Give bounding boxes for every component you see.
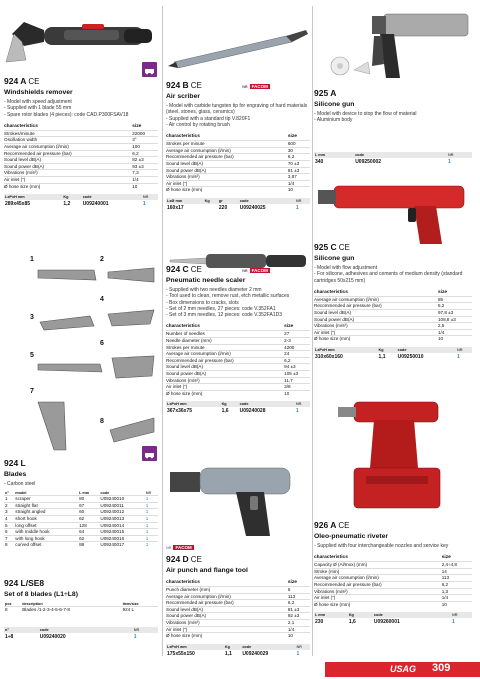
- spec-row: Ø hose size (mm) 10: [166, 390, 310, 396]
- product-title: Air punch and flange tool: [166, 567, 248, 574]
- spec-row: Air inlet (") 1/4: [4, 177, 158, 184]
- feature-list: [4, 481, 158, 487]
- spec-row: Air inlet (") 1/4: [314, 329, 472, 336]
- spec-row: Needle diameter (mm) 2-3: [166, 338, 310, 345]
- spec-row: Sound level dB(A) 82 ±3: [4, 157, 158, 164]
- product-code: 924 L/SE8: [4, 578, 45, 588]
- product-code: 924 B CE NR FACOM: [166, 80, 268, 90]
- feature-item: - Supplied with two needles diameter 2 mm: [166, 287, 262, 293]
- blade-label: 8: [100, 418, 104, 425]
- blades-table: n° model L mm code NR 1 scraper 80 U09240010 1 2 straight flat 67 U09240011 1 3 straight angled 60 U09240012 1 4 short hook 62 U09240013 1 5 long offset 128 U09240014 1 6 with middle hook 64 U09240015 1 7 with long hook 62 U09240016 1 8 curved offset 88 U09240017 1: [4, 491, 158, 548]
- spec-row: Ø hose size (mm) 10: [166, 633, 310, 639]
- spec-row: Recommended air pressure (bar) 6,2: [166, 154, 310, 161]
- blade-label: 6: [100, 340, 104, 347]
- product-code: 925 C CE: [314, 242, 350, 252]
- order-row: 367x36x75 1,6 U09240028 1: [167, 408, 299, 415]
- spec-row: Sound power dB(A) 93 ±3: [4, 163, 158, 170]
- spec-row: Average air consumption (l/min) 100: [4, 144, 158, 151]
- product-title: Oleo-pneumatic riveter: [314, 533, 389, 540]
- product-924l: [4, 458, 158, 548]
- feature-item: - Supplied with four interchangeable nozzles and service key: [314, 543, 449, 549]
- order-row: 175x55x150 1,1 U09240029 1: [167, 650, 300, 657]
- blade-label: 3: [30, 314, 34, 321]
- spec-row: Air inlet (") 1/4: [166, 180, 310, 187]
- spec-row: Average air consumption (l/min) 85: [314, 296, 472, 303]
- spec-row: Recommended air pressure (bar) 6,2: [166, 357, 310, 364]
- order-table: n° code NR 1÷8 U09240020 1: [4, 627, 158, 641]
- spec-row: Sound power dB(A) 105 ±3: [166, 371, 310, 378]
- feature-item: - For silicone, adhesives and cements of medium density (standard cartridges 50x215 mm): [314, 271, 463, 284]
- spec-row: Air inlet (") 3/8: [166, 384, 310, 391]
- spec-table: characteristics size Strokes/minute 22000 Oscillation width 3° Average air consumption (l/min) 100 Recommended air pressure (bar) 6,2 Sound level dB(A) 82 ±3 Sound power dB(A) 93 ±3 Vibrations (m/s²) 7,3 Air inlet (") 1/4 Ø hose size (mm) 10: [4, 124, 158, 189]
- spec-row: Strokes per minute 600: [166, 141, 310, 148]
- windshields-remover-image: [4, 2, 158, 72]
- spec-table: characteristics size Capacity Ø (Al/Inox) (mm) 2,4÷4,8 Stroke (mm) 14 Average air consumption (l/min) 113 Recommended air pressure (bar) 6,2 Vibrations (m/s²) 1,3 Air inlet (") 1/4 Ø hose size (mm) 10: [314, 555, 472, 607]
- product-924a: [4, 76, 158, 208]
- brand-row: NR FACOM: [166, 545, 192, 550]
- feature-list: [314, 265, 472, 284]
- order-table: L mm code NR 340 U09250002 1: [314, 152, 472, 166]
- product-924d: [166, 536, 310, 658]
- table-row: 8 curved offset 88 U09240017 1: [4, 542, 158, 548]
- spec-table: characteristics size Average air consumption (l/min) 85 Recommended air pressure (bar) 6,2 Sound level dB(A) 97,8 ±3 Sound power dB(A) 108,8 ±3 Vibrations (m/s²) 2,5 Air inlet (") 1/4 Ø hose size (mm) 10: [314, 290, 472, 342]
- product-924b: [166, 80, 310, 212]
- order-row: 230 1,6 U09260001 1: [315, 619, 455, 626]
- blade-label: 4: [100, 296, 104, 303]
- feature-item: - Model with speed adjustment: [4, 99, 72, 105]
- page-footer: [0, 660, 480, 679]
- feature-list: [314, 543, 472, 549]
- blade-shapes-image: [4, 252, 158, 452]
- product-title: Windshields remover: [4, 89, 73, 96]
- spec-row: Capacity Ø (Al/Inox) (mm) 2,4÷4,8: [314, 562, 472, 569]
- order-row: 340 U09250002 1: [315, 158, 451, 165]
- feature-list: [166, 287, 310, 318]
- spec-row: Sound power dB(A) 92 ±3: [166, 613, 310, 620]
- spec-row: Recommended air pressure (bar) 6,2: [4, 150, 158, 157]
- order-table: LxPxH mm Kg code NR 367x36x75 1,6 U09240028 1: [166, 401, 310, 415]
- product-924c: [166, 264, 310, 415]
- spec-table: characteristics size Number of needles 27 Needle diameter (mm) 2-3 Strokes per minute 4200 Average air consumption (l/min) 24 Recommended air pressure (bar) 6,2 Sound level dB(A) 94 ±3 Sound power dB(A) 105 ±3 Vibrations (m/s²) 11,7 Air inlet (") 3/8 Ø hose size (mm) 10: [166, 324, 310, 396]
- table-row: 2 straight flat 67 U09240011 1: [4, 502, 158, 509]
- blade-label: 5: [30, 352, 34, 359]
- spec-row: Sound level dB(A) 81 ±3: [166, 606, 310, 613]
- table-row: 6 with middle hook 64 U09240015 1: [4, 529, 158, 536]
- feature-item: - Model with device to stop the flow of material: [314, 111, 417, 117]
- blade-label: 1: [30, 256, 34, 263]
- column-divider: [162, 6, 163, 656]
- spec-row: Punch diameter (mm) 6: [166, 587, 310, 594]
- spec-row: Stroke (mm) 14: [314, 568, 472, 575]
- spec-row: Vibrations (m/s²) 1,3: [314, 588, 472, 595]
- feature-list: [166, 103, 310, 128]
- spec-row: Ø hose size (mm) 10: [314, 601, 472, 607]
- feature-item: - Supplied with 1 blade 55 mm: [4, 105, 72, 112]
- product-title: Air scriber: [166, 93, 201, 100]
- order-row: 160x17 220 U09240025 1: [167, 204, 299, 211]
- feature-item: - Tool used to clean, remove rust, etch metallic surfaces: [166, 293, 290, 300]
- spec-row: Ø hose size (mm) 10: [166, 187, 310, 193]
- spec-row: Recommended air pressure (bar) 6,2: [314, 303, 472, 310]
- product-926a: [314, 520, 472, 626]
- feature-item: - Box dimensions to cracks, slots: [166, 299, 239, 306]
- feature-item: - Spare rotor blades (4 pieces): code CAD.P300FSAV18: [4, 111, 129, 118]
- spec-row: Number of needles 27: [166, 331, 310, 338]
- column-divider: [312, 6, 313, 656]
- spec-row: Average air consumption (l/min) 24: [166, 351, 310, 358]
- product-code: 924 D CE: [166, 554, 202, 564]
- spec-row: Oscillation width 3°: [4, 137, 158, 144]
- product-title: Set of 8 blades (L1÷L8): [4, 591, 78, 598]
- spec-row: Vibrations (m/s²) 2,5: [314, 323, 472, 330]
- product-title: Pneumatic needle scaler: [166, 277, 246, 284]
- table-row: 4 short hook 62 U09240013 1: [4, 516, 158, 523]
- product-code: 924 C CE NR FACOM: [166, 264, 268, 274]
- air-scriber-image: [166, 22, 310, 82]
- product-code: 925 A: [314, 88, 337, 98]
- feature-item: - Air control by rotating brush: [166, 121, 230, 128]
- product-title: Silicone gun: [314, 101, 355, 108]
- spec-row: Recommended air pressure (bar) 6,2: [314, 582, 472, 589]
- facom-logo: FACOM: [251, 84, 268, 89]
- usag-logo: USAG: [390, 664, 417, 674]
- column-middle: [166, 0, 310, 660]
- table-row: 8 Blades /1-2-3-4-5-6-7-8 924 L: [4, 607, 158, 613]
- table-row: 1 scraper 80 U09240010 1: [4, 496, 158, 503]
- spec-table: characteristics size Strokes per minute 600 Average air consumption (l/min) 30 Recommended air pressure (bar) 6,2 Sound level dB(A) 70 ±3 Sound power dB(A) 81 ±3 Vibrations (m/s²) 3,87 Air inlet (") 1/4 Ø hose size (mm) 10: [166, 134, 310, 193]
- order-table: LxPxH mm Kg code NR 310x60x160 1,1 U09250010 1: [314, 347, 472, 361]
- pneumatic-silicone-gun-image: [314, 178, 472, 248]
- car-category-icon: [142, 62, 157, 77]
- column-left: [4, 0, 158, 660]
- product-code: 924 A CE: [4, 76, 40, 86]
- silicone-gun-image: [314, 4, 472, 84]
- spec-row: Sound power dB(A) 81 ±3: [166, 167, 310, 174]
- product-925a: [314, 88, 472, 166]
- product-925c: [314, 242, 472, 361]
- spec-row: Sound level dB(A) 70 ±3: [166, 160, 310, 167]
- spec-row: Vibrations (m/s²) 11,7: [166, 377, 310, 384]
- spec-row: Sound power dB(A) 108,8 ±3: [314, 316, 472, 323]
- spec-row: Average air consumption (l/min) 30: [166, 147, 310, 154]
- feature-item: - Model with flow adjustment: [314, 265, 378, 271]
- spec-row: Ø hose size (mm) 10: [314, 336, 472, 342]
- spec-row: Average air consumption (l/min) 113: [314, 575, 472, 582]
- product-title: Blades: [4, 471, 27, 478]
- spec-row: Sound level dB(A) 97,8 ±3: [314, 310, 472, 317]
- feature-item: - Set of 2 mm needles, 27 pieces: code V.352FA1: [166, 305, 276, 312]
- air-punch-tool-image: [166, 458, 310, 538]
- page-number: 309: [432, 662, 451, 674]
- order-table: L mm Kg code NR 230 1,6 U09260001 1: [314, 612, 472, 626]
- order-table: LxPxH mm Kg code NR 289x45x85 1,2 U09240001 1: [4, 194, 158, 208]
- spec-row: Vibrations (m/s²) 7,3: [4, 170, 158, 177]
- spec-row: Air inlet (") 1/4: [166, 626, 310, 633]
- order-row: 289x45x85 1,2 U09240001 1: [5, 201, 146, 208]
- table-row: 3 straight angled 60 U09240012 1: [4, 509, 158, 516]
- table-row: 7 with long hook 62 U09240016 1: [4, 535, 158, 542]
- facom-logo: FACOM: [175, 545, 192, 550]
- feature-item: - Carbon steel: [4, 481, 36, 487]
- spec-table: characteristics size Punch diameter (mm) 6 Average air consumption (l/min) 113 Recommended air pressure (bar) 6,2 Sound level dB(A) 81 ±3 Sound power dB(A) 92 ±3 Vibrations (m/s²) 2,1 Air inlet (") 1/4 Ø hose size (mm) 10: [166, 580, 310, 639]
- product-924l-se8: [4, 578, 158, 641]
- riveter-image: [314, 396, 472, 516]
- column-right: [314, 0, 472, 660]
- order-table: LxØ mm Kg gr code NR 160x17 220 U09240025 1: [166, 198, 310, 212]
- order-row: 310x60x160 1,1 U09250010 1: [315, 354, 460, 361]
- spec-row: Strokes/minute 22000: [4, 130, 158, 137]
- facom-logo: FACOM: [251, 268, 268, 273]
- spec-row: Average air consumption (l/min) 113: [166, 593, 310, 600]
- feature-list: [4, 99, 158, 118]
- spec-row: Sound level dB(A) 94 ±3: [166, 364, 310, 371]
- table-row: 5 long offset 128 U09240014 1: [4, 522, 158, 529]
- feature-item: - Model with carbide tungsten tip for engraving of hard materials (steel, stones, glass, ceramics): [166, 103, 308, 116]
- spec-row: Vibrations (m/s²) 2,1: [166, 619, 310, 626]
- spec-row: Recommended air pressure (bar) 6,2: [166, 600, 310, 607]
- spec-row: Air inlet (") 1/4: [314, 595, 472, 602]
- product-code: 926 A CE: [314, 520, 350, 530]
- feature-list: [314, 111, 472, 124]
- spec-row: Strokes per minute 4200: [166, 344, 310, 351]
- set-table: pcs description item/size 8 Blades /1-2-3-4-5-6-7-8 924 L: [4, 602, 158, 613]
- spec-row: Ø hose size (mm) 10: [4, 183, 158, 189]
- feature-item: - Set of 3 mm needles, 12 pieces: code V.352FA1D3: [166, 312, 282, 319]
- feature-item: - Aluminium body: [314, 117, 353, 124]
- blade-label: 7: [30, 388, 34, 395]
- order-table: LxPxH mm Kg code NR 175x55x150 1,1 U09240029 1: [166, 644, 310, 658]
- blade-label: 2: [100, 256, 104, 263]
- product-title: Silicone gun: [314, 255, 355, 262]
- spec-row: Vibrations (m/s²) 3,87: [166, 174, 310, 181]
- feature-item: - Supplied with a standard tip V.820F1: [166, 115, 251, 122]
- product-code: 924 L: [4, 458, 26, 468]
- order-row: 1÷8 U09240020 1: [5, 633, 137, 640]
